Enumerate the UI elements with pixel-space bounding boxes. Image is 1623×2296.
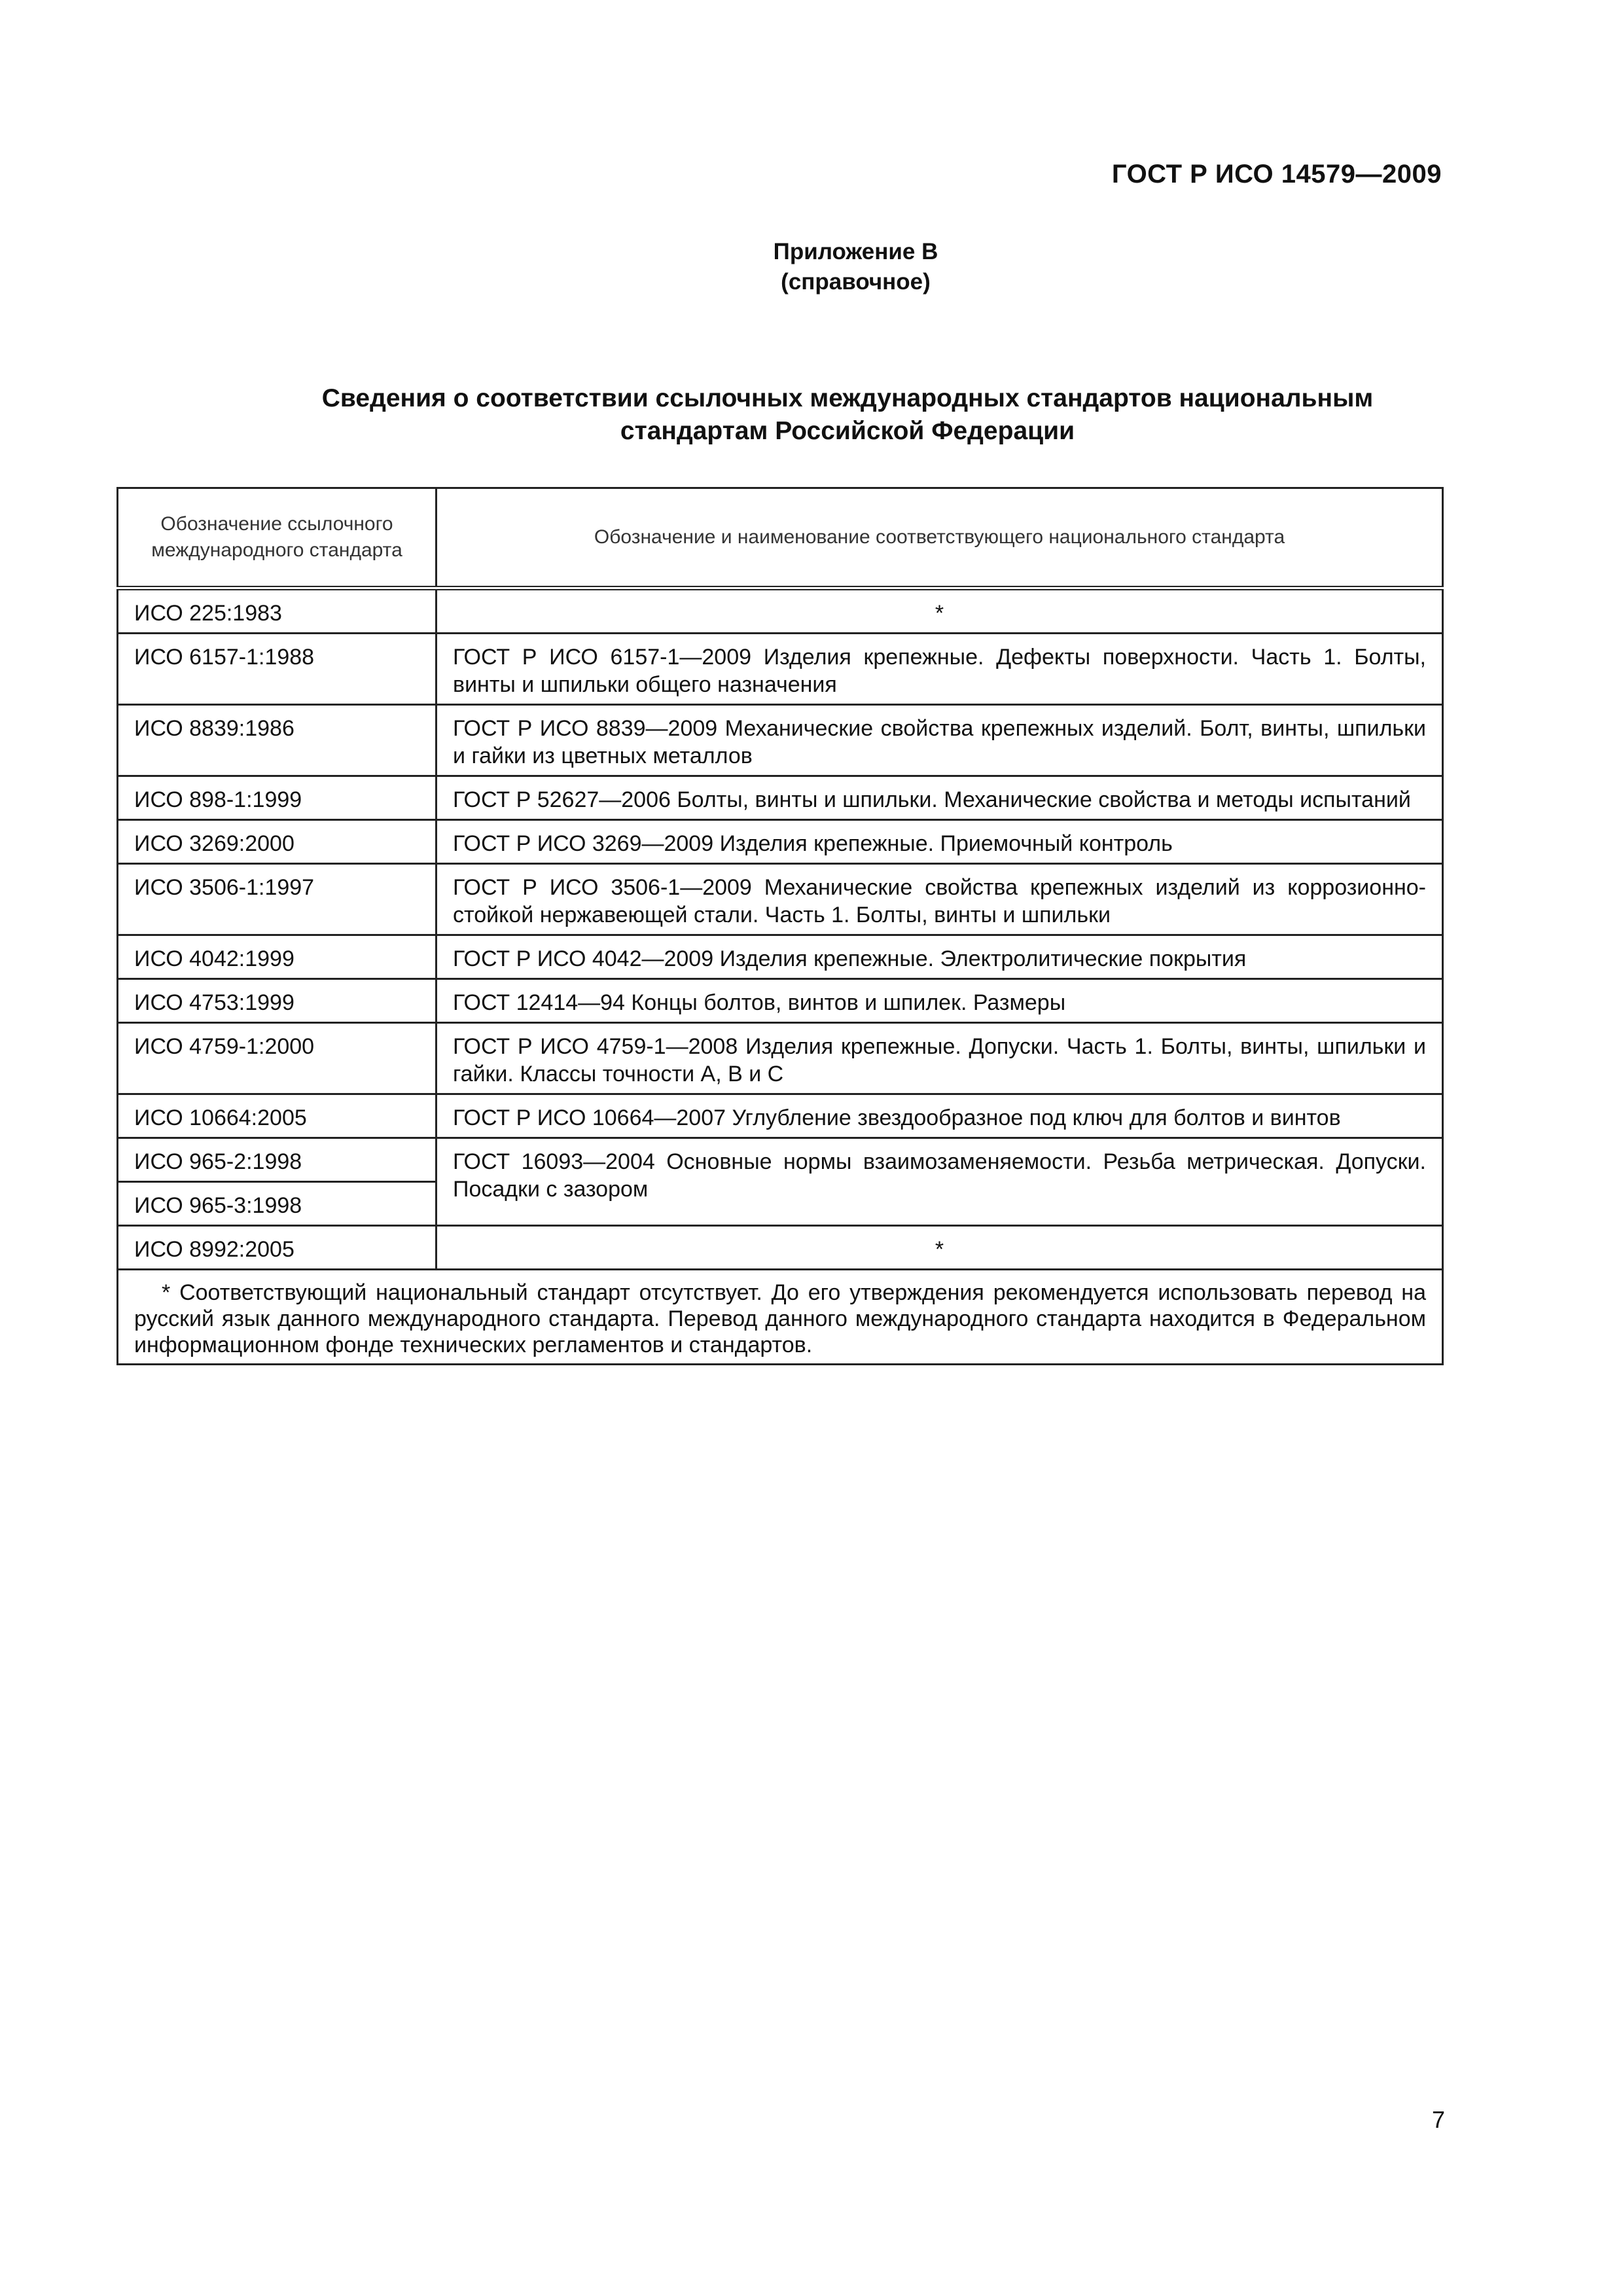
table-footnote-row — [118, 1270, 1443, 1365]
section-title-line2: стандартам Российской Федерации — [620, 417, 1075, 445]
table-footnote — [118, 1270, 1443, 1365]
table-row — [118, 705, 1443, 776]
appendix-heading — [0, 237, 1623, 297]
table-row — [118, 979, 1443, 1023]
national-standard-cell: ГОСТ Р ИСО 8839—2009 Механические свойства крепежных изделий. Болт, винты, шпильки и гайки из цветных металлов — [437, 705, 1443, 776]
national-standard-cell: * — [437, 1226, 1443, 1270]
standards-table — [116, 487, 1444, 1365]
table-row — [118, 634, 1443, 705]
national-standard-cell: ГОСТ 16093—2004 Основные нормы взаимозаменяемости. Резьба метрическая. Допуски. Посадки с зазором — [437, 1138, 1443, 1226]
reference-standard-cell: ИСО 3506-1:1997 — [118, 864, 437, 935]
reference-standard-cell: ИСО 898-1:1999 — [118, 776, 437, 820]
table-row — [118, 820, 1443, 864]
reference-standard-cell: ИСО 8992:2005 — [118, 1226, 437, 1270]
table-row — [118, 864, 1443, 935]
table-row — [118, 1138, 1443, 1182]
column-header-national: Обозначение и наименование соответствующего национального стандарта — [437, 488, 1443, 588]
national-standard-cell: ГОСТ Р ИСО 4759-1—2008 Изделия крепежные. Допуски. Часть 1. Болты, винты, шпильки и гайки. Классы точности А, В и С — [437, 1023, 1443, 1094]
reference-standard-cell: ИСО 965-3:1998 — [118, 1182, 437, 1226]
reference-standard-cell: ИСО 965-2:1998 — [118, 1138, 437, 1182]
table-row — [118, 1226, 1443, 1270]
national-standard-cell: ГОСТ Р ИСО 4042—2009 Изделия крепежные. Электролитические покрытия — [437, 935, 1443, 979]
national-standard-cell: ГОСТ 12414—94 Концы болтов, винтов и шпилек. Размеры — [437, 979, 1443, 1023]
section-title — [0, 382, 1623, 448]
reference-standard-cell: ИСО 6157-1:1988 — [118, 634, 437, 705]
table-header-row — [118, 488, 1443, 588]
section-title-line1: Сведения о соответствии ссылочных международных стандартов национальным — [321, 384, 1374, 412]
footnote-text: * Соответствующий национальный стандарт отсутствует. До его утверждения рекомендуется использовать перевод на русский язык данного международного стандарта. Перевод данного международного стандарта находится в Федеральном информационном фонде технических регламентов и стандартов. — [134, 1280, 1426, 1357]
table-row — [118, 776, 1443, 820]
table-row — [118, 935, 1443, 979]
national-standard-cell: ГОСТ Р ИСО 10664—2007 Углубление звездообразное под ключ для болтов и винтов — [437, 1094, 1443, 1138]
appendix-type: (справочное) — [781, 269, 931, 295]
reference-standard-cell: ИСО 4753:1999 — [118, 979, 437, 1023]
reference-standard-cell: ИСО 3269:2000 — [118, 820, 437, 864]
reference-standard-cell: ИСО 10664:2005 — [118, 1094, 437, 1138]
national-standard-cell: * — [437, 588, 1443, 634]
reference-standard-cell: ИСО 8839:1986 — [118, 705, 437, 776]
table-row — [118, 1023, 1443, 1094]
reference-standard-cell: ИСО 225:1983 — [118, 588, 437, 634]
national-standard-cell: ГОСТ Р ИСО 6157-1—2009 Изделия крепежные. Дефекты поверхности. Часть 1. Болты, винты и шпильки общего назначения — [437, 634, 1443, 705]
appendix-label: Приложение В — [773, 239, 938, 264]
document-code: ГОСТ Р ИСО 14579—2009 — [1111, 160, 1442, 188]
reference-standard-cell: ИСО 4042:1999 — [118, 935, 437, 979]
table-row — [118, 1094, 1443, 1138]
column-header-reference: Обозначение ссылочного международного стандарта — [118, 488, 437, 588]
table-row — [118, 588, 1443, 634]
reference-standard-cell: ИСО 4759-1:2000 — [118, 1023, 437, 1094]
national-standard-cell: ГОСТ Р ИСО 3269—2009 Изделия крепежные. Приемочный контроль — [437, 820, 1443, 864]
page-number: 7 — [1431, 2106, 1445, 2133]
national-standard-cell: ГОСТ Р 52627—2006 Болты, винты и шпильки. Механические свойства и методы испытаний — [437, 776, 1443, 820]
national-standard-cell: ГОСТ Р ИСО 3506-1—2009 Механические свойства крепежных изделий из коррозионно-стойкой нержавеющей стали. Часть 1. Болты, винты и шпильки — [437, 864, 1443, 935]
